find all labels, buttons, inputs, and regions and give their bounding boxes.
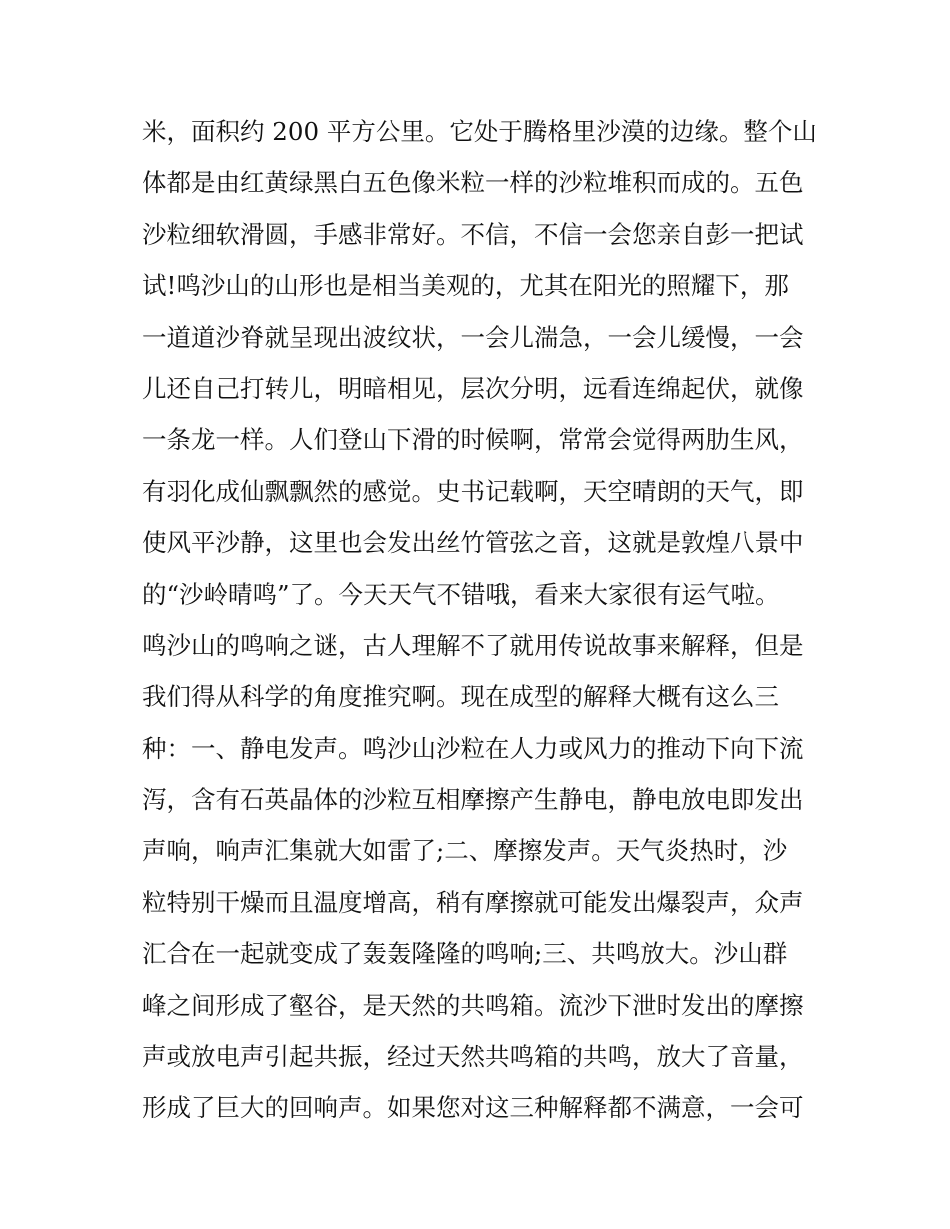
text-line: 粒特别干燥而且温度增高，稍有摩擦就可能发出爆裂声，众声 <box>142 887 804 917</box>
text-line: 一道道沙脊就呈现出波纹状，一会儿湍急，一会儿缓慢，一会 <box>142 322 804 352</box>
text-line: 使风平沙静，这里也会发出丝竹管弦之音，这就是敦煌八景中 <box>142 528 804 558</box>
text-line: 泻，含有石英晶体的沙粒互相摩擦产生静电，静电放电即发出 <box>142 785 804 815</box>
text-line: 米，面积约 200 平方公里。它处于腾格里沙漠的边缘。整个山 <box>142 117 817 146</box>
body-text <box>142 106 822 1134</box>
text-line: 沙粒细软滑圆，手感非常好。不信，不信一会您亲自彭一把试 <box>142 219 804 249</box>
text-line: 儿还自己打转儿，明暗相见，层次分明，远看连绵起伏，就像 <box>142 373 804 403</box>
text-line: 我们得从科学的角度推究啊。现在成型的解释大概有这么三 <box>142 682 779 712</box>
text-line: 种：一、静电发声。鸣沙山沙粒在人力或风力的推动下向下流 <box>142 733 804 763</box>
text-line: 汇合在一起就变成了轰轰隆隆的鸣响;三、共鸣放大。沙山群 <box>142 939 788 969</box>
text-line: 体都是由红黄绿黑白五色像米粒一样的沙粒堆积而成的。五色 <box>142 168 804 198</box>
text-line: 试!鸣沙山的山形也是相当美观的，尤其在阳光的照耀下，那 <box>142 271 789 301</box>
text-line: 鸣沙山的鸣响之谜，古人理解不了就用传说故事来解释，但是 <box>142 630 804 660</box>
text-line: 峰之间形成了壑谷，是天然的共鸣箱。流沙下泄时发出的摩擦 <box>142 990 804 1020</box>
text-line: 声响，响声汇集就大如雷了;二、摩擦发声。天气炎热时，沙 <box>142 836 788 866</box>
text-line: 的“沙岭晴鸣”了。今天天气不错哦，看来大家很有运气啦。 <box>142 579 780 609</box>
text-line: 形成了巨大的回响声。如果您对这三种解释都不满意，一会可 <box>142 1093 804 1123</box>
text-line: 一条龙一样。人们登山下滑的时候啊，常常会觉得两肋生风， <box>142 425 804 455</box>
text-line: 有羽化成仙飘飘然的感觉。史书记载啊，天空晴朗的天气，即 <box>142 476 804 506</box>
text-line: 声或放电声引起共振，经过天然共鸣箱的共鸣，放大了音量， <box>142 1042 804 1072</box>
